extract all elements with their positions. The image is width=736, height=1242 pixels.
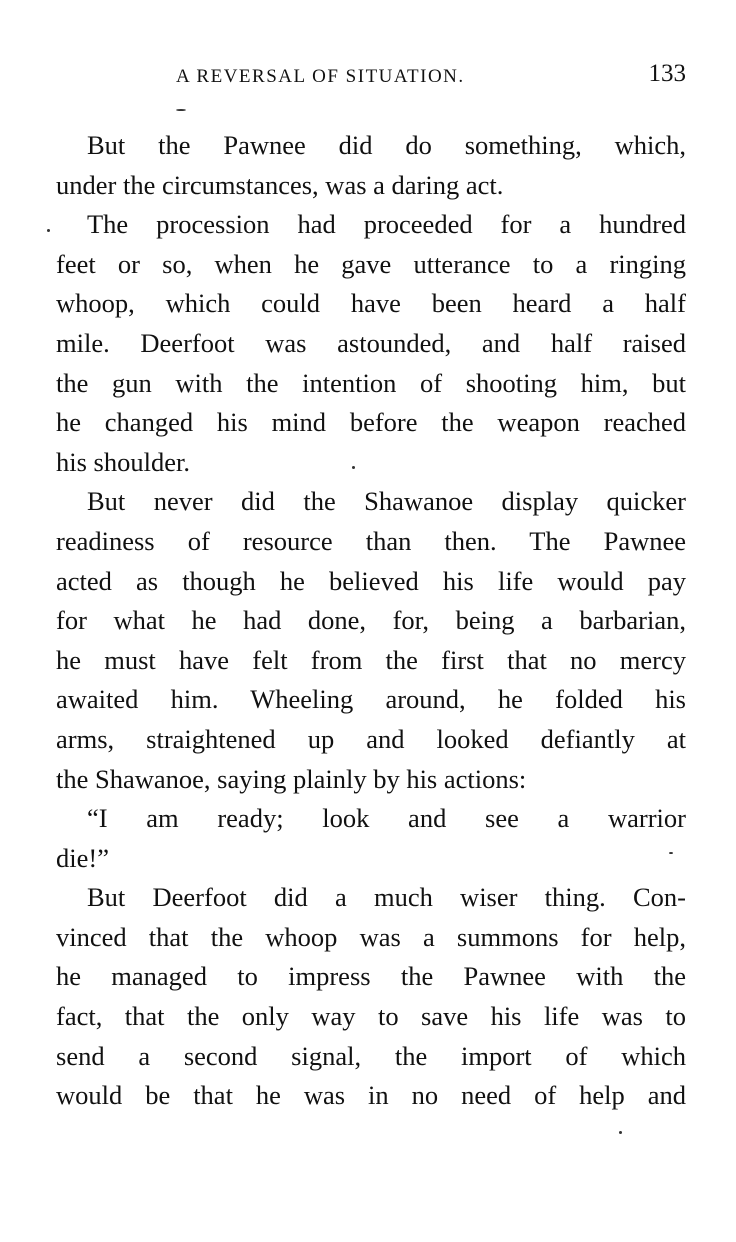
text-line: But the Pawnee did do something, which,	[87, 130, 686, 160]
text-line: the gun with the intention of shooting him, but	[56, 367, 686, 398]
print-speck	[352, 466, 355, 469]
text-line: vinced that the whoop was a summons for help,	[56, 921, 686, 952]
body-text	[56, 126, 686, 1116]
page-number: 133	[648, 60, 686, 87]
text-line: under the circumstances, was a daring act.	[56, 169, 504, 200]
text-line: he must have felt from the first that no mercy	[56, 644, 686, 675]
text-line: the Shawanoe, saying plainly by his actions:	[56, 763, 527, 794]
text-line: would be that he was in no need of help and	[56, 1080, 686, 1111]
text-line: whoop, which could have been heard a half	[56, 288, 686, 319]
text-line: arms, straightened up and looked defiantly at	[56, 723, 686, 754]
text-line: readiness of resource than then. The Pawnee	[56, 525, 686, 556]
text-line: mile. Deerfoot was astounded, and half raised	[56, 327, 686, 358]
text-line: his shoulder.	[56, 446, 190, 477]
text-line: acted as though he believed his life would pay	[56, 565, 686, 596]
text-line: fact, that the only way to save his life was to	[56, 1001, 686, 1032]
print-speck	[669, 852, 673, 854]
running-head	[56, 60, 686, 94]
text-line: But never did the Shawanoe display quicker	[87, 486, 686, 517]
text-line: feet or so, when he gave utterance to a ringing	[56, 248, 686, 279]
print-speck	[47, 229, 50, 232]
text-line: for what he had done, for, being a barbarian,	[56, 605, 686, 636]
running-title: A REVERSAL OF SITUATION.	[176, 66, 465, 87]
print-speck	[176, 109, 186, 111]
text-line: send a second signal, the import of which	[56, 1040, 686, 1071]
text-line: The procession had proceeded for a hundred	[87, 209, 686, 240]
text-line: he managed to impress the Pawnee with the	[56, 961, 686, 992]
text-line: die!”	[56, 842, 109, 873]
text-line: “I am ready; look and see a warrior	[87, 803, 686, 834]
print-speck	[619, 1131, 622, 1134]
text-line: But Deerfoot did a much wiser thing. Con-	[87, 882, 686, 913]
text-line: he changed his mind before the weapon reached	[56, 407, 686, 438]
text-line: awaited him. Wheeling around, he folded his	[56, 684, 686, 715]
